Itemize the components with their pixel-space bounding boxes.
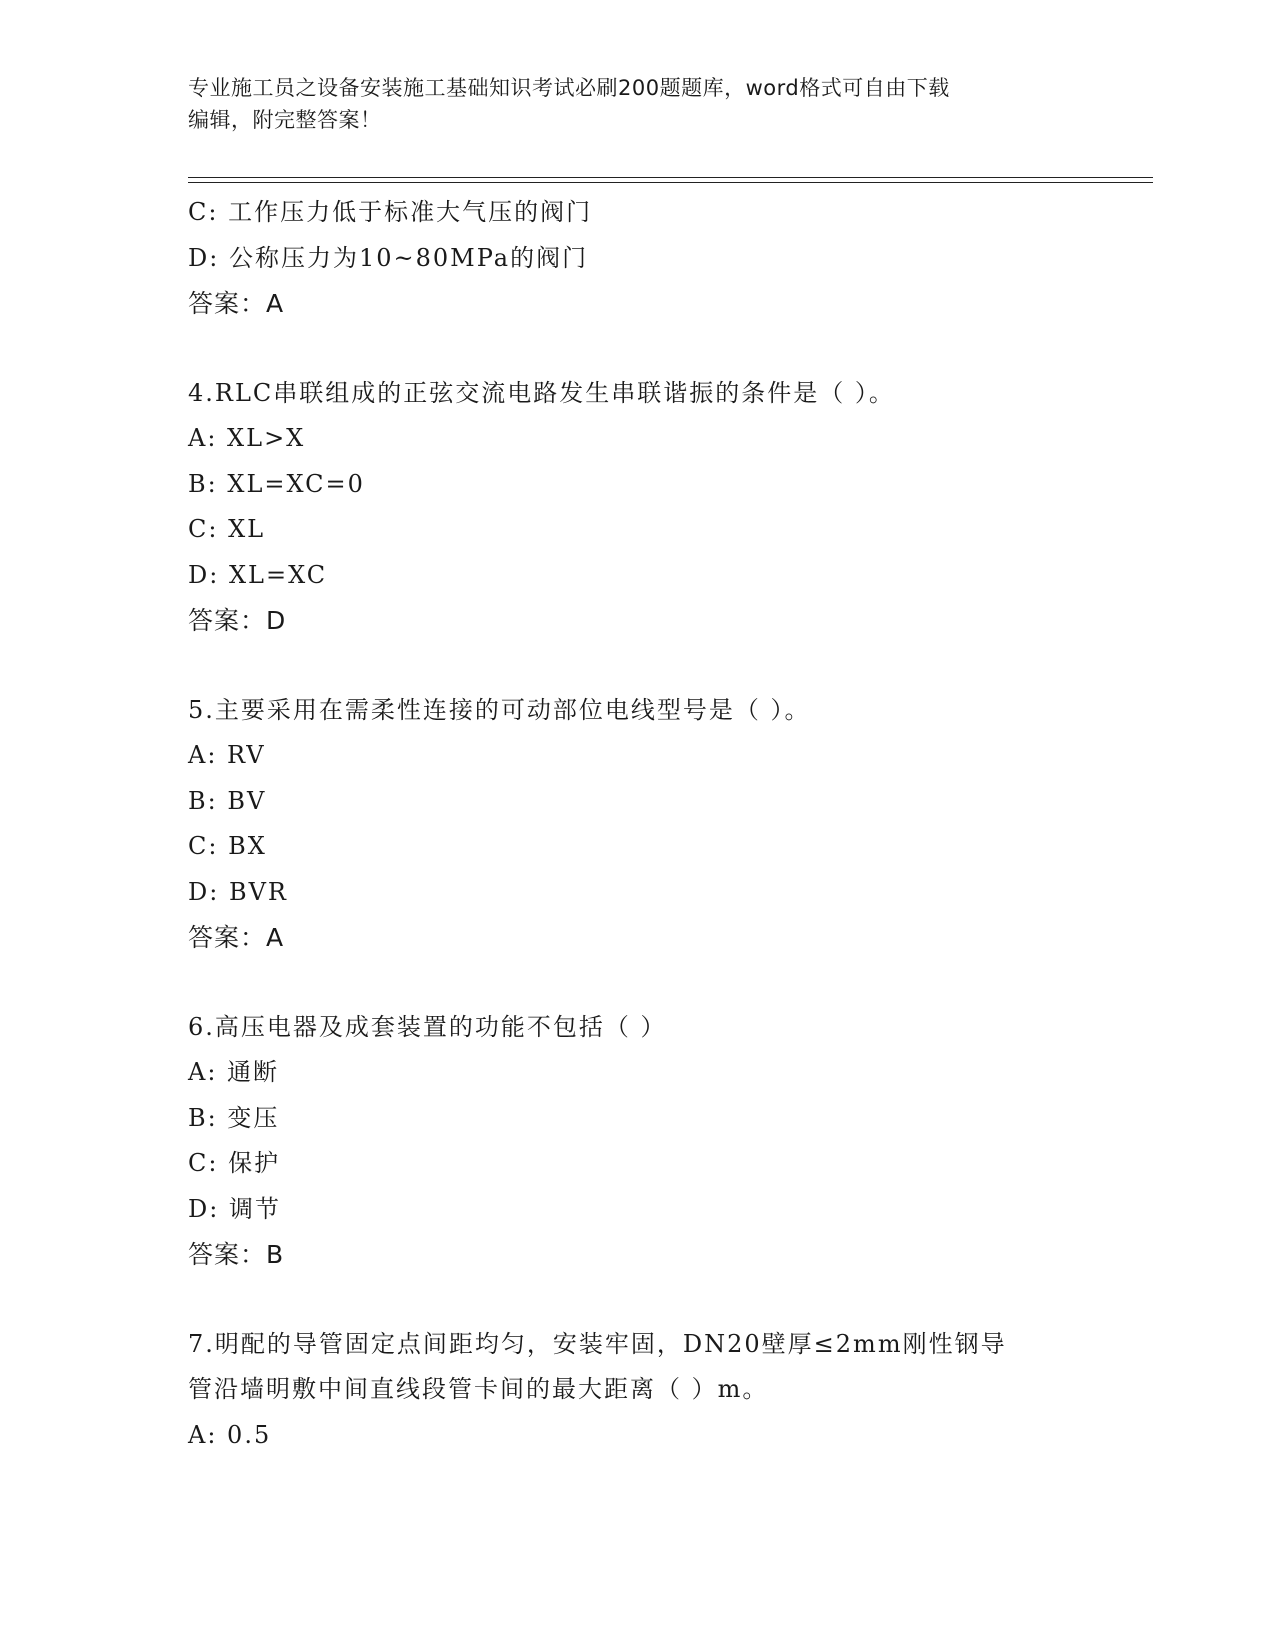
option-a: A: XL>X [188, 424, 306, 452]
answer-label: 答案：A [188, 289, 285, 318]
question-text-line-1: 7.明配的导管固定点间距均匀，安装牢固，DN20壁厚≤2mm刚性钢导 [188, 1329, 1007, 1358]
question-6 [188, 1005, 1088, 1278]
question-spacer [188, 644, 1088, 688]
option-d: D: 调节 [188, 1194, 281, 1223]
header-title-line-2: 编辑，附完整答案！ [188, 108, 382, 132]
option-a: A: 0.5 [188, 1420, 272, 1449]
option-b: B: XL=XC=0 [188, 469, 365, 498]
question-7 [188, 1322, 1088, 1459]
option-d: D: XL=XC [188, 560, 328, 589]
option-c: C: 工作压力低于标准大气压的阀门 [188, 198, 593, 226]
option-a: A: RV [188, 741, 266, 769]
header-divider-top [188, 177, 1153, 178]
question-text: 5.主要采用在需柔性连接的可动部位电线型号是（ ）。 [188, 695, 811, 724]
document-header [188, 72, 1068, 136]
answer-label: 答案：A [188, 923, 285, 952]
option-a: A: 通断 [188, 1058, 280, 1086]
header-title-line-1: 专业施工员之设备安装施工基础知识考试必刷200题题库，word格式可自由下载 [188, 76, 950, 100]
option-c: C: 保护 [188, 1149, 281, 1177]
question-spacer [188, 1278, 1088, 1322]
option-d: D: 公称压力为10~80MPa的阀门 [188, 243, 589, 272]
question-spacer [188, 961, 1088, 1005]
option-c: C: BX [188, 832, 267, 860]
option-c: C: XL [188, 515, 266, 543]
question-text: 6.高压电器及成套装置的功能不包括（ ） [188, 1012, 667, 1041]
answer-label: 答案：D [188, 606, 287, 635]
question-3-remainder [188, 190, 1088, 327]
question-5 [188, 688, 1088, 961]
question-list [188, 190, 1088, 1458]
option-b: B: BV [188, 786, 267, 815]
question-text-line-2: 管沿墙明敷中间直线段管卡间的最大距离（ ）m。 [188, 1375, 769, 1403]
option-b: B: 变压 [188, 1103, 280, 1132]
question-text: 4.RLC串联组成的正弦交流电路发生串联谐振的条件是（ ）。 [188, 378, 895, 407]
header-divider-bottom [188, 182, 1153, 183]
answer-label: 答案：B [188, 1240, 285, 1269]
question-spacer [188, 327, 1088, 371]
question-4 [188, 371, 1088, 644]
option-d: D: BVR [188, 877, 288, 906]
